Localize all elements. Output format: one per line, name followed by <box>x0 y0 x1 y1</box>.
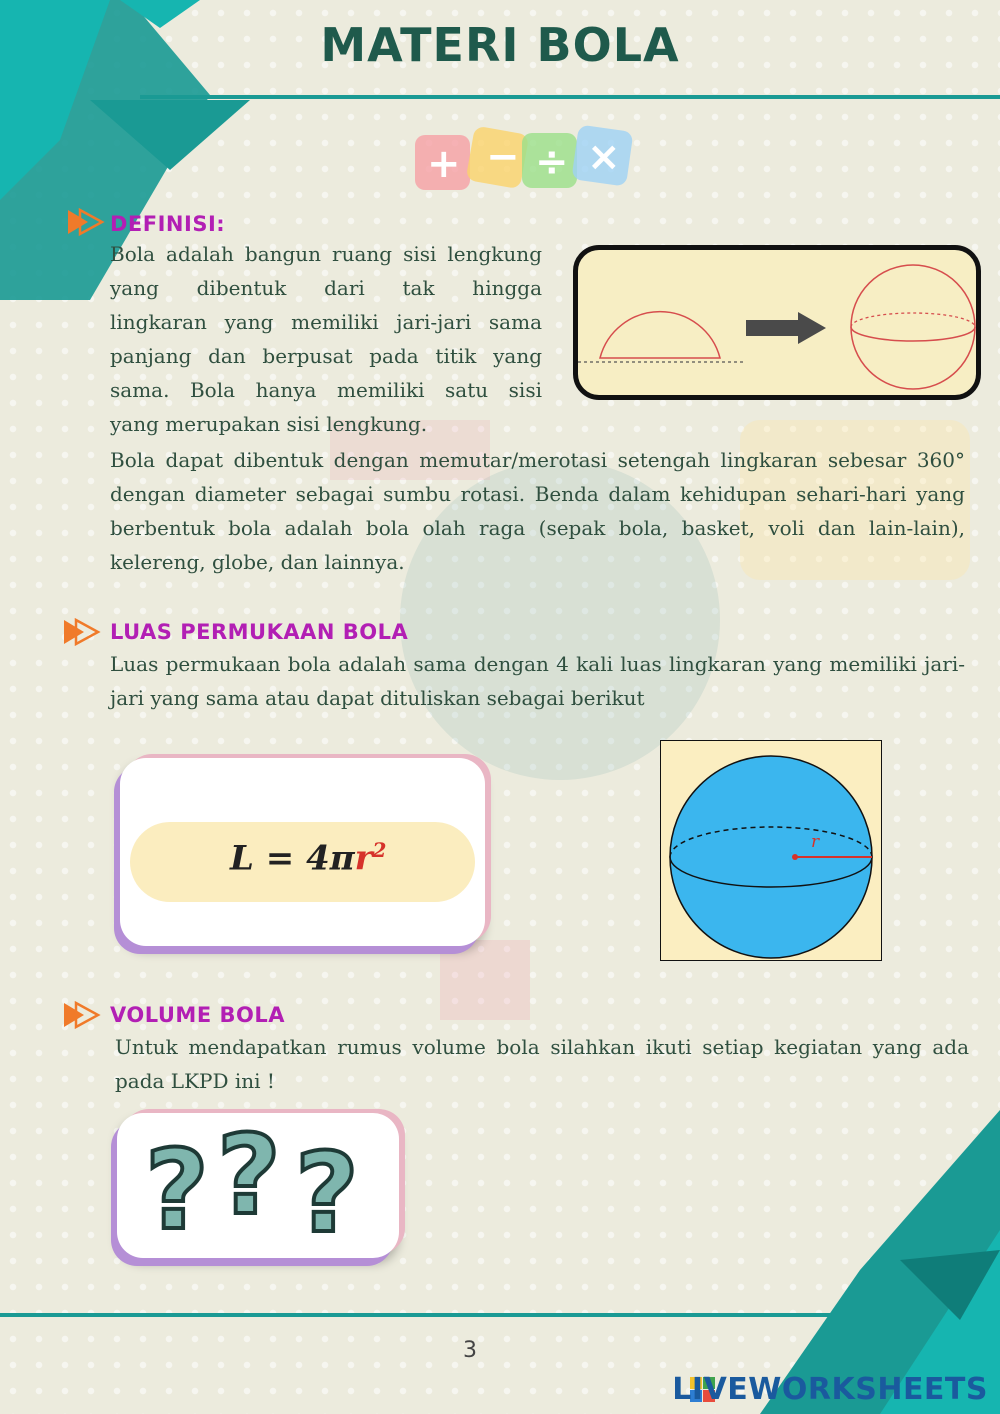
liveworksheets-watermark[interactable]: LIVEWORKSHEETS <box>672 1372 988 1407</box>
radius-label: r <box>811 832 820 852</box>
surface-area-formula <box>230 838 386 878</box>
question-card <box>117 1113 399 1258</box>
svg-text:÷: ÷ <box>535 139 569 185</box>
play-arrow-icon <box>62 1001 102 1029</box>
formula-card <box>120 758 485 946</box>
play-arrow-icon <box>66 208 106 236</box>
definisi-line: lingkaran yang memiliki jari-jari sama <box>110 310 542 334</box>
formula-radius: r <box>354 838 373 879</box>
page-title: MATERI BOLA <box>320 18 680 72</box>
definisi-line: yang merupakan sisi lengkung. <box>110 412 428 436</box>
svg-text:−: − <box>486 134 520 180</box>
svg-text:×: × <box>587 134 621 180</box>
sphere-diagram <box>660 740 882 961</box>
definisi-line: panjang dan berpusat pada titik yang <box>110 344 542 368</box>
bottom-divider <box>0 1313 870 1317</box>
page-number: 3 <box>463 1338 477 1363</box>
semicircle-to-sphere-illustration <box>578 250 976 395</box>
rotation-diagram <box>573 245 981 400</box>
math-operators-icon <box>410 125 635 195</box>
svg-text:?: ? <box>295 1129 359 1257</box>
svg-text:+: + <box>427 141 461 187</box>
definisi-paragraph <box>110 237 542 441</box>
definisi-line: yang dibentuk dari tak hingga <box>110 276 542 300</box>
definisi-paragraph-2: Bola dapat dibentuk dengan memutar/merotasi setengah lingkaran sebesar 360° dengan diameter sebagai sumbu rotasi. Benda dalam kehidupan sehari-hari yang berbentuk bola adalah bola olah raga (sepak bola, basket, voli dan lain-lain), kelereng, globe, dan lainnya. <box>110 448 965 574</box>
formula-exponent: 2 <box>372 838 387 862</box>
definisi-heading: DEFINISI: <box>110 212 226 236</box>
top-divider <box>140 95 1000 99</box>
luas-heading: LUAS PERMUKAAN BOLA <box>110 620 409 644</box>
sphere-illustration <box>661 741 881 960</box>
play-arrow-icon <box>62 618 102 646</box>
question-marks-icon <box>117 1113 399 1258</box>
svg-text:?: ? <box>217 1113 281 1239</box>
definisi-line: sama. Bola hanya memiliki satu sisi <box>110 378 542 402</box>
luas-paragraph: Luas permukaan bola adalah sama dengan 4 kali luas lingkaran yang memiliki jari-jari yang sama atau dapat dituliskan sebagai berikut <box>110 652 965 710</box>
volume-heading: VOLUME BOLA <box>110 1003 285 1027</box>
volume-paragraph: Untuk mendapatkan rumus volume bola silahkan ikuti setiap kegiatan yang ada pada LKPD ini ! <box>115 1035 969 1093</box>
formula-base: L = 4π <box>230 838 355 879</box>
svg-text:?: ? <box>145 1126 209 1254</box>
definisi-line: Bola adalah bangun ruang sisi lengkung <box>110 242 542 266</box>
